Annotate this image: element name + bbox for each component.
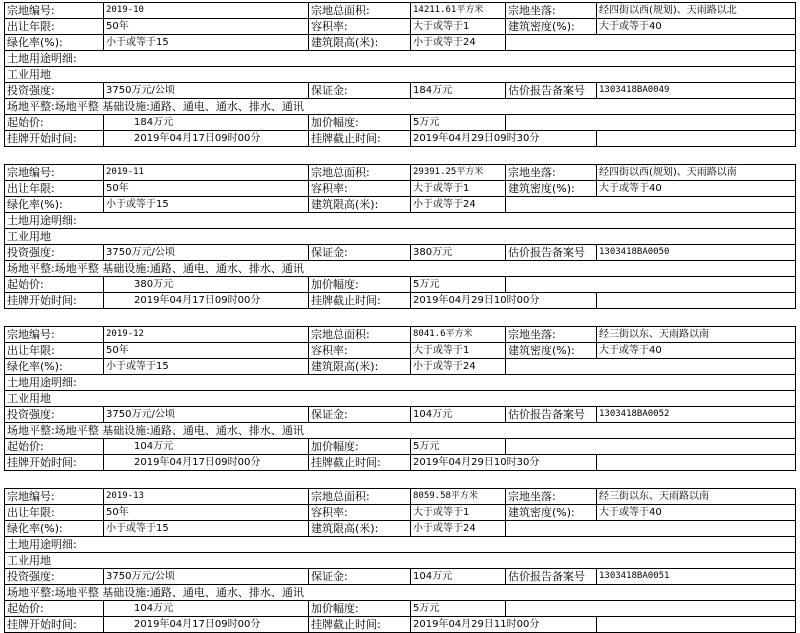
increment-label: 加价幅度: — [309, 115, 411, 131]
green-value: 小于或等于15 — [104, 521, 309, 537]
invest-label: 投资强度: — [5, 569, 104, 585]
deposit-value: 184万元 — [411, 83, 506, 99]
far-value: 大于或等于1 — [411, 343, 506, 359]
code-label: 宗地编号: — [5, 489, 104, 505]
years-value: 50年 — [104, 19, 309, 35]
code-value: 2019-13 — [104, 489, 309, 505]
parcel-block — [4, 488, 795, 633]
density-label: 建筑密度(%): — [506, 19, 597, 35]
density-value: 大于或等于40 — [597, 505, 796, 521]
start-price-value: 380万元 — [104, 277, 309, 293]
far-label: 容积率: — [309, 343, 411, 359]
list-end-value: 2019年04月29日10时30分 — [411, 455, 597, 471]
empty-cell — [506, 277, 796, 293]
invest-value: 3750万元/公顷 — [104, 407, 309, 423]
appraisal-label: 估价报告备案号 — [506, 245, 597, 261]
location-value: 经四街以西(规划)、天雨路以北 — [597, 3, 796, 19]
deposit-value: 104万元 — [411, 569, 506, 585]
area-label: 宗地总面积: — [309, 327, 411, 343]
deposit-label: 保证金: — [309, 569, 411, 585]
code-label: 宗地编号: — [5, 165, 104, 181]
increment-value: 5万元 — [411, 601, 506, 617]
far-label: 容积率: — [309, 181, 411, 197]
location-value: 经三街以东、天雨路以南 — [597, 327, 796, 343]
use-detail-label: 土地用途明细: — [5, 375, 796, 391]
years-label: 出让年限: — [5, 505, 104, 521]
list-end-value: 2019年04月29日11时00分 — [411, 617, 597, 633]
code-label: 宗地编号: — [5, 3, 104, 19]
increment-label: 加价幅度: — [309, 601, 411, 617]
density-value: 大于或等于40 — [597, 19, 796, 35]
parcel-table — [4, 164, 796, 309]
code-value: 2019-10 — [104, 3, 309, 19]
invest-value: 3750万元/公顷 — [104, 245, 309, 261]
empty-cell — [597, 455, 796, 471]
list-end-label: 挂牌截止时间: — [309, 293, 411, 309]
empty-cell — [506, 439, 796, 455]
area-value: 8041.6平方米 — [411, 327, 506, 343]
empty-cell — [506, 359, 796, 375]
empty-cell — [506, 197, 796, 213]
empty-cell — [597, 617, 796, 633]
green-label: 绿化率(%): — [5, 35, 104, 51]
list-end-label: 挂牌截止时间: — [309, 455, 411, 471]
list-start-label: 挂牌开始时间: — [5, 293, 104, 309]
height-label: 建筑限高(米): — [309, 197, 411, 213]
invest-value: 3750万元/公顷 — [104, 569, 309, 585]
far-value: 大于或等于1 — [411, 19, 506, 35]
invest-label: 投资强度: — [5, 407, 104, 423]
appraisal-label: 估价报告备案号 — [506, 569, 597, 585]
height-value: 小于或等于24 — [411, 521, 506, 537]
start-price-value: 184万元 — [104, 115, 309, 131]
use-detail-label: 土地用途明细: — [5, 213, 796, 229]
deposit-label: 保证金: — [309, 83, 411, 99]
increment-label: 加价幅度: — [309, 439, 411, 455]
site-conditions: 场地平整:场地平整 基础设施:通路、通电、通水、排水、通讯 — [5, 99, 796, 115]
location-value: 经三街以东、天雨路以南 — [597, 489, 796, 505]
increment-label: 加价幅度: — [309, 277, 411, 293]
far-value: 大于或等于1 — [411, 181, 506, 197]
invest-value: 3750万元/公顷 — [104, 83, 309, 99]
use-detail-label: 土地用途明细: — [5, 51, 796, 67]
area-label: 宗地总面积: — [309, 3, 411, 19]
list-end-value: 2019年04月29日10时00分 — [411, 293, 597, 309]
empty-cell — [506, 601, 796, 617]
parcel-block — [4, 164, 795, 309]
years-value: 50年 — [104, 181, 309, 197]
start-price-label: 起始价: — [5, 601, 104, 617]
start-price-value: 104万元 — [104, 601, 309, 617]
increment-value: 5万元 — [411, 439, 506, 455]
location-label: 宗地坐落: — [506, 165, 597, 181]
site-conditions: 场地平整:场地平整 基础设施:通路、通电、通水、排水、通讯 — [5, 585, 796, 601]
empty-cell — [506, 521, 796, 537]
density-label: 建筑密度(%): — [506, 343, 597, 359]
invest-label: 投资强度: — [5, 245, 104, 261]
location-value: 经四街以西(规划)、天雨路以南 — [597, 165, 796, 181]
height-label: 建筑限高(米): — [309, 35, 411, 51]
use-detail-label: 土地用途明细: — [5, 537, 796, 553]
list-start-value: 2019年04月17日09时00分 — [104, 131, 309, 147]
years-label: 出让年限: — [5, 343, 104, 359]
years-label: 出让年限: — [5, 181, 104, 197]
far-label: 容积率: — [309, 505, 411, 521]
empty-cell — [506, 115, 796, 131]
deposit-value: 380万元 — [411, 245, 506, 261]
land-use-value: 工业用地 — [5, 67, 796, 83]
green-value: 小于或等于15 — [104, 35, 309, 51]
empty-cell — [597, 293, 796, 309]
start-price-label: 起始价: — [5, 115, 104, 131]
far-value: 大于或等于1 — [411, 505, 506, 521]
appraisal-label: 估价报告备案号 — [506, 407, 597, 423]
list-start-label: 挂牌开始时间: — [5, 455, 104, 471]
parcel-table — [4, 326, 796, 471]
parcel-block — [4, 2, 795, 147]
list-start-value: 2019年04月17日09时00分 — [104, 293, 309, 309]
green-value: 小于或等于15 — [104, 197, 309, 213]
list-start-label: 挂牌开始时间: — [5, 617, 104, 633]
code-label: 宗地编号: — [5, 327, 104, 343]
green-value: 小于或等于15 — [104, 359, 309, 375]
appraisal-value: 1303418BA0050 — [597, 245, 796, 261]
height-label: 建筑限高(米): — [309, 359, 411, 375]
far-label: 容积率: — [309, 19, 411, 35]
parcel-block — [4, 326, 795, 471]
location-label: 宗地坐落: — [506, 3, 597, 19]
invest-label: 投资强度: — [5, 83, 104, 99]
years-label: 出让年限: — [5, 19, 104, 35]
land-use-value: 工业用地 — [5, 391, 796, 407]
location-label: 宗地坐落: — [506, 327, 597, 343]
increment-value: 5万元 — [411, 115, 506, 131]
start-price-label: 起始价: — [5, 277, 104, 293]
code-value: 2019-11 — [104, 165, 309, 181]
density-label: 建筑密度(%): — [506, 181, 597, 197]
start-price-label: 起始价: — [5, 439, 104, 455]
appraisal-value: 1303418BA0051 — [597, 569, 796, 585]
density-value: 大于或等于40 — [597, 181, 796, 197]
area-value: 8059.58平方米 — [411, 489, 506, 505]
appraisal-label: 估价报告备案号 — [506, 83, 597, 99]
green-label: 绿化率(%): — [5, 521, 104, 537]
list-end-label: 挂牌截止时间: — [309, 131, 411, 147]
list-end-value: 2019年04月29日09时30分 — [411, 131, 597, 147]
list-end-label: 挂牌截止时间: — [309, 617, 411, 633]
years-value: 50年 — [104, 343, 309, 359]
height-value: 小于或等于24 — [411, 359, 506, 375]
appraisal-value: 1303418BA0049 — [597, 83, 796, 99]
increment-value: 5万元 — [411, 277, 506, 293]
deposit-label: 保证金: — [309, 407, 411, 423]
area-value: 29391.25平方米 — [411, 165, 506, 181]
empty-cell — [506, 35, 796, 51]
deposit-label: 保证金: — [309, 245, 411, 261]
list-start-value: 2019年04月17日09时00分 — [104, 455, 309, 471]
height-label: 建筑限高(米): — [309, 521, 411, 537]
code-value: 2019-12 — [104, 327, 309, 343]
list-start-label: 挂牌开始时间: — [5, 131, 104, 147]
list-start-value: 2019年04月17日09时00分 — [104, 617, 309, 633]
area-value: 14211.61平方米 — [411, 3, 506, 19]
green-label: 绿化率(%): — [5, 359, 104, 375]
years-value: 50年 — [104, 505, 309, 521]
land-use-value: 工业用地 — [5, 229, 796, 245]
area-label: 宗地总面积: — [309, 489, 411, 505]
height-value: 小于或等于24 — [411, 197, 506, 213]
deposit-value: 104万元 — [411, 407, 506, 423]
empty-cell — [597, 131, 796, 147]
appraisal-value: 1303418BA0052 — [597, 407, 796, 423]
land-use-value: 工业用地 — [5, 553, 796, 569]
start-price-value: 104万元 — [104, 439, 309, 455]
density-value: 大于或等于40 — [597, 343, 796, 359]
density-label: 建筑密度(%): — [506, 505, 597, 521]
site-conditions: 场地平整:场地平整 基础设施:通路、通电、通水、排水、通讯 — [5, 423, 796, 439]
parcel-table — [4, 2, 796, 147]
green-label: 绿化率(%): — [5, 197, 104, 213]
parcel-table — [4, 488, 796, 633]
site-conditions: 场地平整:场地平整 基础设施:通路、通电、通水、排水、通讯 — [5, 261, 796, 277]
location-label: 宗地坐落: — [506, 489, 597, 505]
area-label: 宗地总面积: — [309, 165, 411, 181]
height-value: 小于或等于24 — [411, 35, 506, 51]
